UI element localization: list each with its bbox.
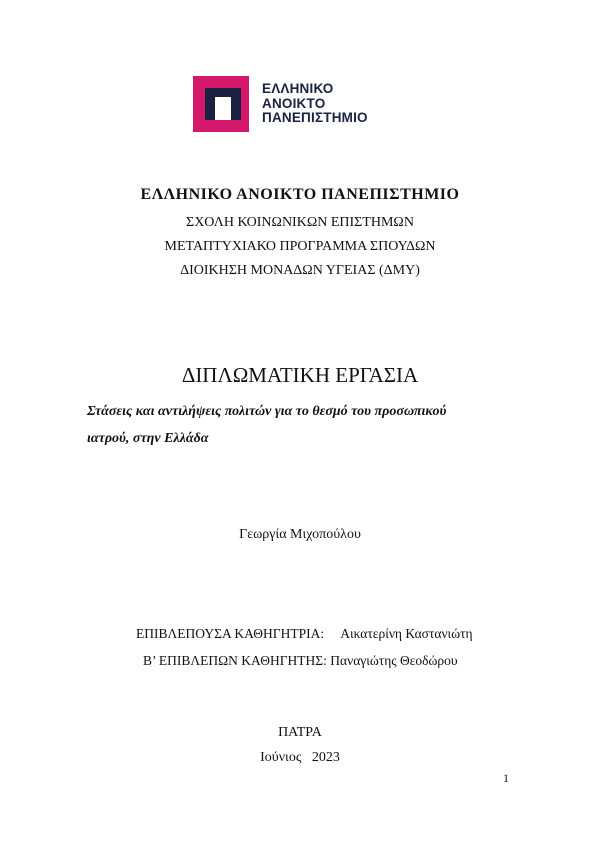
city: ΠΑΤΡΑ	[278, 725, 322, 740]
specialization-name: ΔΙΟΙΚΗΣΗ ΜΟΝΑΔΩΝ ΥΓΕΙΑΣ (ΔΜΥ)	[180, 263, 420, 278]
eap-logo-mark-icon	[193, 76, 253, 132]
thesis-type: ΔΙΠΛΩΜΑΤΙΚΗ ΕΡΓΑΣΙΑ	[181, 363, 419, 387]
university-name: ΕΛΛΗΝΙΚΟ ΑΝΟΙΚΤΟ ΠΑΝΕΠΙΣΤΗΜΙΟ	[140, 186, 460, 203]
school-name: ΣΧΟΛΗ ΚΟΙΝΩΝΙΚΩΝ ΕΠΙΣΤΗΜΩΝ	[186, 215, 414, 230]
university-logo	[193, 76, 413, 134]
secondary-supervisor: Β’ ΕΠΙΒΛΕΠΩΝ ΚΑΘΗΓΗΤΗΣ: Παναγιώτης Θεοδώρου	[143, 653, 458, 668]
thesis-title-line-2: ιατρού, στην Ελλάδα	[87, 431, 209, 446]
logo-line: ΠΑΝΕΠΙΣΤΗΜΙΟ	[262, 110, 368, 125]
logo-text	[262, 82, 368, 126]
logo-line: ΕΛΛΗΝΙΚΟ	[262, 81, 334, 96]
primary-supervisor: ΕΠΙΒΛΕΠΟΥΣΑ ΚΑΘΗΓΗΤΡΙΑ: Αικατερίνη Καστανιώτη	[136, 626, 473, 641]
date: Ιούνιος 2023	[260, 750, 340, 765]
page-number: 1	[503, 771, 509, 785]
thesis-title-line-1: Στάσεις και αντιλήψεις πολιτών για το θεσμό του προσωπικού	[87, 404, 447, 419]
author-name: Γεωργία Μιχοπούλου	[239, 527, 361, 542]
program-name: ΜΕΤΑΠΤΥΧΙΑΚΟ ΠΡΟΓΡΑΜΜΑ ΣΠΟΥΔΩΝ	[164, 239, 436, 254]
logo-line: ΑΝΟΙΚΤΟ	[262, 95, 326, 111]
